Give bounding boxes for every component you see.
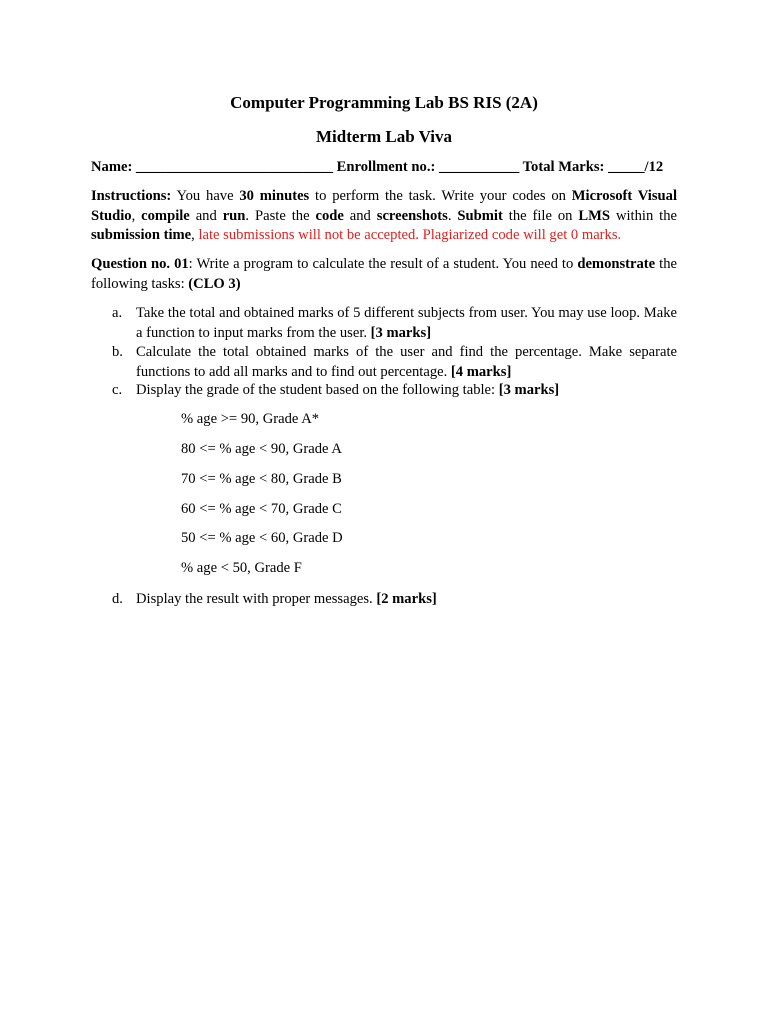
- late-submission-warning: late submissions will not be accepted. Plagiarized code will get 0 marks.: [198, 227, 622, 243]
- name-label: Name:: [91, 159, 133, 175]
- ide-name: Microsoft Visual Studio: [91, 188, 678, 224]
- time-limit: 30 minutes: [239, 188, 310, 204]
- instructions-text: ,: [131, 207, 142, 224]
- screenshots-keyword: screenshots: [376, 207, 448, 224]
- list-marker: b.: [112, 344, 123, 360]
- list-item: [91, 381, 677, 401]
- task-marks: [2 marks]: [376, 591, 437, 607]
- instructions-text: . Paste the: [245, 207, 316, 224]
- instructions-text: and: [189, 207, 223, 224]
- list-item: [91, 343, 677, 382]
- grade-rule: 50 <= % age < 60, Grade D: [181, 530, 343, 546]
- grade-rule: % age < 50, Grade F: [181, 560, 302, 576]
- submission-time-keyword: submission time: [91, 227, 192, 243]
- name-blank: ___________________________: [136, 159, 334, 175]
- instructions-text: the file on: [502, 207, 579, 224]
- list-item: [91, 590, 677, 610]
- instructions-text: to perform the task. Write your codes on: [309, 188, 572, 204]
- instructions-label: Instructions:: [91, 188, 172, 204]
- enrollment-label: Enrollment no.:: [336, 159, 436, 175]
- lms-keyword: LMS: [578, 207, 611, 224]
- instructions-text: ,: [191, 227, 199, 243]
- instructions-paragraph: [91, 187, 677, 246]
- question-label: Question no. 01: [91, 256, 189, 272]
- grade-rule: 60 <= % age < 70, Grade C: [181, 501, 342, 517]
- task-text: Calculate the total obtained marks of the user and find the percentage. Make separate functions to add all marks and to find out percentage.: [136, 344, 677, 380]
- grade-rule: % age >= 90, Grade A*: [181, 411, 320, 427]
- task-marks: [3 marks]: [498, 382, 560, 398]
- question-text: : Write a program to calculate the result of a student. You need to: [188, 256, 578, 272]
- list-marker: d.: [112, 591, 123, 607]
- document-title: Computer Programming Lab BS RIS (2A): [230, 93, 538, 112]
- total-marks-label: Total Marks:: [522, 159, 605, 175]
- grade-rule: 70 <= % age < 80, Grade B: [181, 471, 342, 487]
- enrollment-blank: ___________: [438, 159, 520, 175]
- instructions-text: .: [447, 207, 458, 224]
- task-marks: [3 marks]: [370, 324, 432, 341]
- total-marks-value: _____/12: [608, 159, 664, 175]
- instructions-text: You have: [171, 188, 240, 204]
- task-text: Display the grade of the student based on the following table:: [136, 382, 499, 398]
- task-text: Display the result with proper messages.: [136, 591, 377, 607]
- list-marker: a.: [112, 305, 123, 321]
- question-text: the following tasks:: [91, 256, 678, 292]
- submit-keyword: Submit: [457, 207, 503, 224]
- grade-rule: 80 <= % age < 90, Grade A: [181, 441, 342, 457]
- demonstrate-keyword: demonstrate: [577, 256, 656, 272]
- task-text: Take the total and obtained marks of 5 different subjects from user. You may use loop. Make a function to input marks from the user.: [136, 305, 677, 341]
- instructions-text: within the: [610, 207, 677, 224]
- code-keyword: code: [315, 207, 344, 224]
- clo-tag: (CLO 3): [188, 275, 241, 292]
- instructions-text: and: [343, 207, 377, 224]
- task-marks: [4 marks]: [450, 363, 512, 380]
- run-keyword: run: [222, 207, 246, 224]
- list-marker: c.: [112, 382, 123, 398]
- student-info-line: [91, 158, 677, 178]
- document-subtitle: Midterm Lab Viva: [316, 127, 452, 146]
- list-item: [91, 304, 677, 343]
- compile-keyword: compile: [141, 207, 190, 224]
- question-paragraph: [91, 255, 677, 294]
